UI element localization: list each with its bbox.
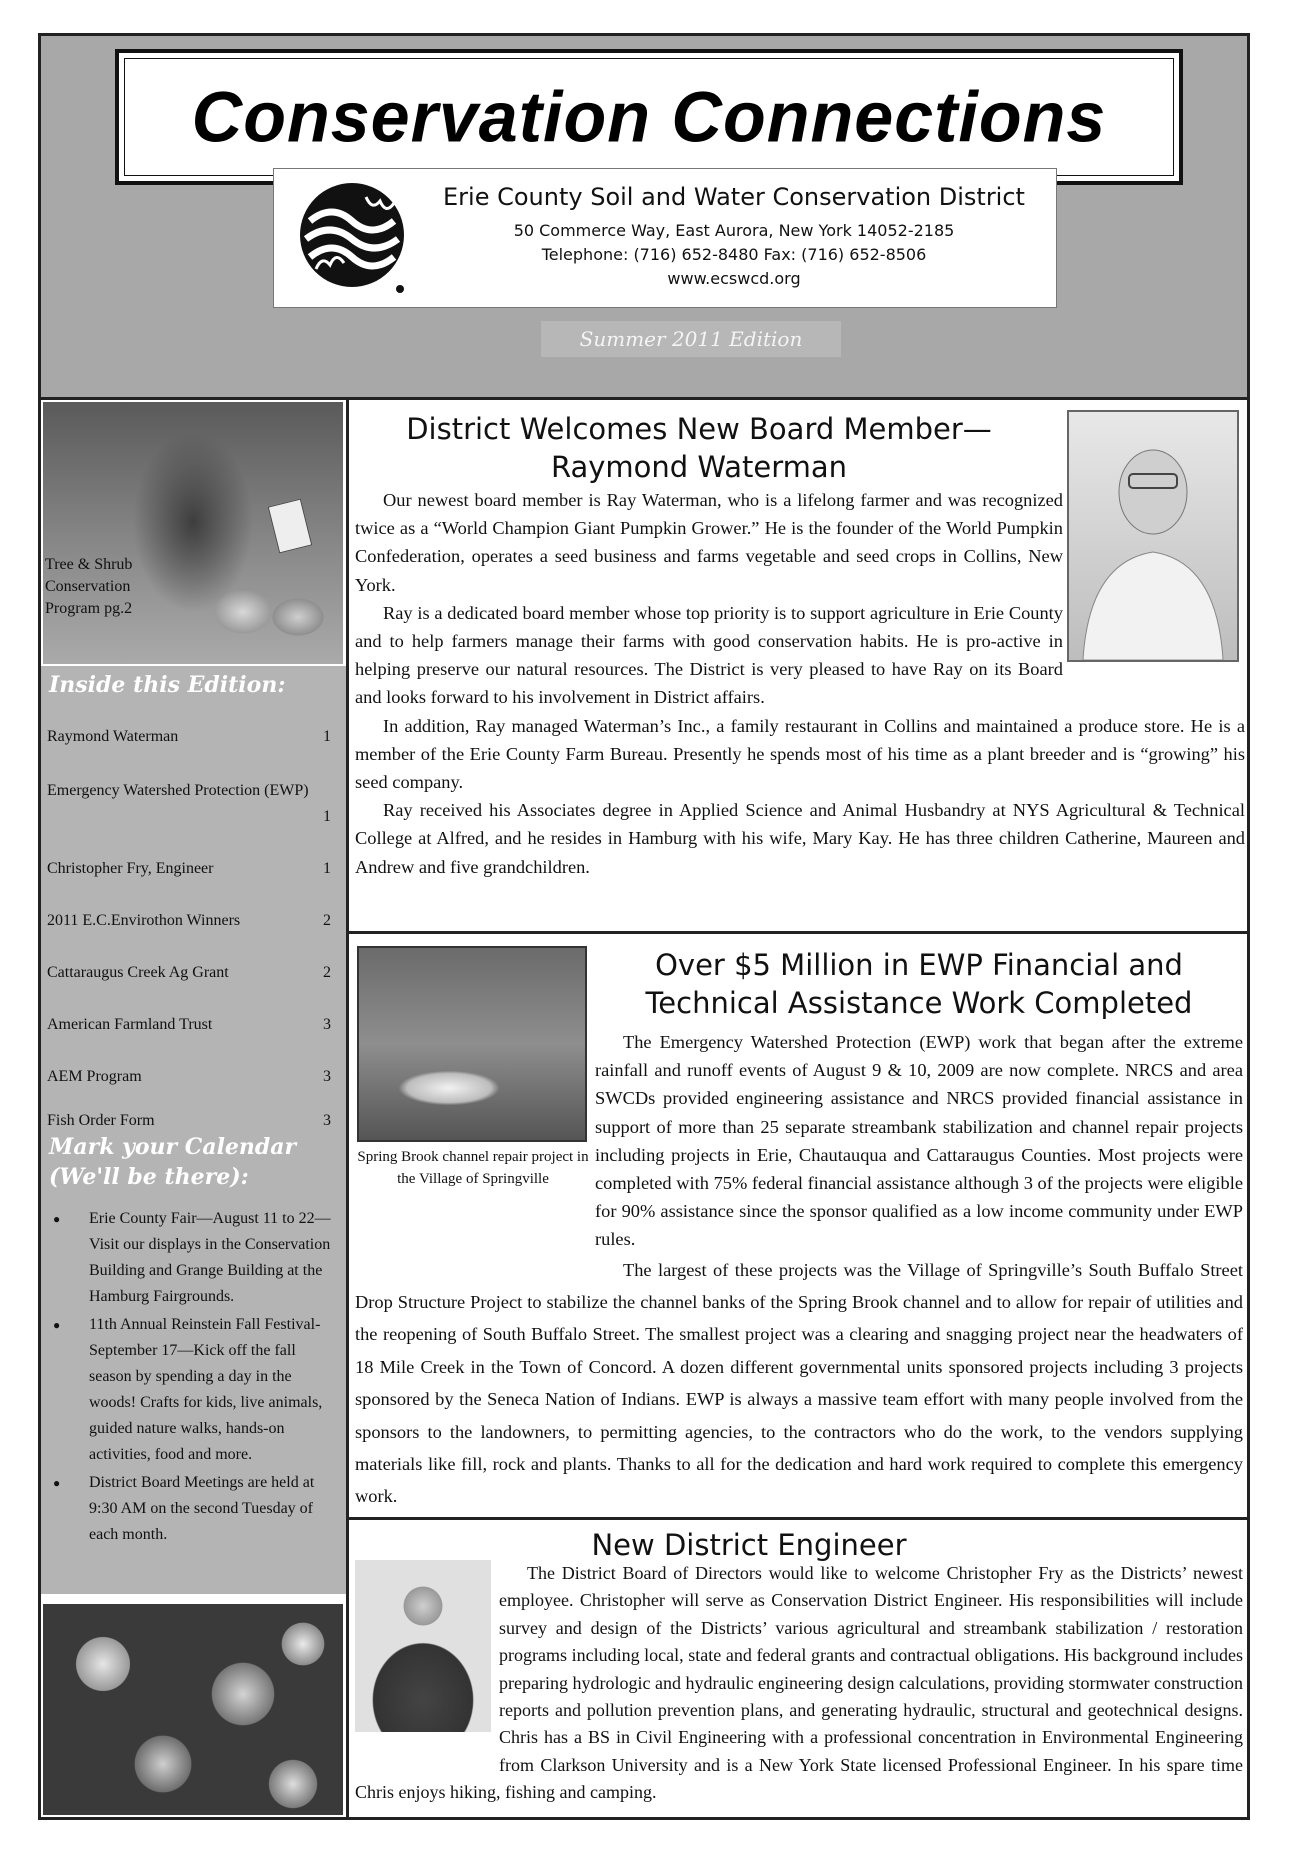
toc-item-title: Cattaraugus Creek Ag Grant <box>47 964 229 981</box>
toc-item-title: 2011 E.C.Envirothon Winners <box>47 912 241 929</box>
toc-item-title: Emergency Watershed Protection (EWP) <box>47 782 309 799</box>
organization-name: Erie County Soil and Water Conservation District <box>443 183 1025 211</box>
toc-item[interactable] <box>47 1108 331 1134</box>
masthead <box>41 36 1247 400</box>
toc-item-page: 1 <box>323 728 331 745</box>
portrait-spacer <box>355 1560 499 1778</box>
article-headline: Over $5 Million in EWP Financial and Technical Assistance Work Completed <box>645 948 1193 1020</box>
table-of-contents <box>41 666 346 1594</box>
hands-water-logo-icon <box>296 177 408 297</box>
toc-item-title: Raymond Waterman <box>47 728 179 745</box>
toc-item-page: 3 <box>323 1068 331 1085</box>
article-headline: New District Engineer <box>591 1528 907 1562</box>
toc-item-title: American Farmland Trust <box>47 1016 213 1033</box>
organization-address: 50 Commerce Way, East Aurora, New York 14052-2185 <box>513 221 955 240</box>
photo-spacer <box>355 1028 595 1282</box>
calendar-event: ● Erie County Fair—August 11 to 22—Visit our displays in the Conservation Building and Grange Building at the Hamburg Fairgrounds. <box>49 1206 341 1310</box>
flowers-photo <box>43 1604 343 1815</box>
article-engineer <box>349 1520 1247 1817</box>
article-body <box>355 1560 1243 1807</box>
toc-item-page: 3 <box>323 1016 331 1033</box>
tree-shrub-photo-caption: Tree & Shrub Conservation Program pg.2 <box>45 556 133 617</box>
toc-item[interactable] <box>47 1012 331 1038</box>
toc-heading: Inside this Edition: <box>49 672 286 698</box>
toc-item-title: Fish Order Form <box>47 1112 155 1129</box>
toc-item-title: Christopher Fry, Engineer <box>47 860 214 877</box>
toc-item-page: 3 <box>323 1112 331 1129</box>
article-body <box>355 486 1245 881</box>
edition-label: Summer 2011 Edition <box>541 321 841 357</box>
article-headline: District Welcomes New Board Member— Raymond Waterman <box>406 412 992 484</box>
article-paragraph: The District Board of Directors would like to welcome Christopher Fry as the Districts’ newest employee. Christopher will serve as Conservation District Engineer. His responsibilities will include survey and design of the Districts’ various agricultural and streambank stabilization / restoration programs including local, state and federal grants and contractual obligations. His background includes preparing hydrologic and hydraulic engineering design calculations, providing stormwater construction reports and pollution prevention plans, and generating hydraulic, structural and geotechnical designs. Chris has a BS in Civil Engineering with a professional concentration in Environmental Engineering from Clarkson University and is a New York State licensed Professional Engineer. In his spare time Chris enjoys hiking, fishing and camping. <box>355 1563 1243 1803</box>
spring-brook-photo-caption: Spring Brook channel repair project in the Village of Springville <box>357 1149 589 1187</box>
calendar-heading: Mark your Calendar (We'll be there): <box>49 1134 297 1190</box>
portrait-spacer <box>1063 486 1245 676</box>
article-paragraph: In addition, Ray managed Waterman’s Inc., a family restaurant in Collins and maintained a produce store. He is a member of the Erie County Farm Bureau. Presently he spends most of his time as a plant breeder and is “growing” his seed company. <box>355 715 1245 793</box>
toc-item-page: 2 <box>323 964 331 981</box>
article-paragraph: The largest of these projects was the Village of Springville’s South Buffalo Street Drop Structure Project to stabilize the channel banks of the Spring Brook channel and to allow for repair of utilities and the reopening of South Buffalo Street. The smallest project was a clearing and snagging project near the headwaters of 18 Mile Creek in the Town of Concord. A dozen different governmental units sponsored projects including 3 projects sponsored by the Seneca Nation of Indians. EWP is always a massive team effort with many people involved from the sponsors to the landowners, to permitting agencies, to the contractors who do the work, to the vendors supplying materials like fill, rock and plants. Thanks to all for the dedication and hard work required to complete this emergency work. <box>355 1259 1243 1507</box>
price-tag-shape <box>268 499 313 554</box>
article-body <box>355 1028 1243 1513</box>
sidebar <box>41 400 349 1817</box>
newsletter-page <box>38 33 1250 1820</box>
calendar-event: ● District Board Meetings are held at 9:30 AM on the second Tuesday of each month. <box>49 1470 341 1548</box>
article-paragraph: The Emergency Watershed Protection (EWP) work that began after the extreme rainfall and runoff events of August 9 & 10, 2009 are now complete. NRCS and area SWCDs provided engineering assistance and NRCS provided financial assistance in support of more than 25 separate streambank stabilization and channel repair projects including projects in Erie, Chautauqua and Cattaraugus Counties. Most projects were completed with 75% federal financial assistance although 3 of the projects were eligible for 90% assistance since the sponsor qualified as a low income community under EWP rules. <box>595 1032 1243 1250</box>
toc-item-page: 1 <box>323 808 331 825</box>
organization-phone: Telephone: (716) 652-8480 Fax: (716) 652-8506 <box>541 245 927 264</box>
toc-item[interactable] <box>47 778 331 825</box>
toc-item-title: AEM Program <box>47 1068 142 1085</box>
toc-item-page: 2 <box>323 912 331 929</box>
article-paragraph: Our newest board member is Ray Waterman, who is a lifelong farmer and was recognized twice as a “World Champion Giant Pumpkin Grower.” He is the founder of the World Pumpkin Confederation, operates a seed business and farms vegetable and seed crops in Collins, New York. <box>355 490 1063 595</box>
toc-item[interactable] <box>47 856 331 882</box>
toc-item[interactable] <box>47 1064 331 1090</box>
organization-website[interactable]: www.ecswcd.org <box>667 269 801 288</box>
toc-item-page: 1 <box>323 860 331 877</box>
organization-box <box>273 168 1057 308</box>
toc-item[interactable] <box>47 908 331 934</box>
article-board-member <box>349 400 1247 934</box>
newsletter-title: Conservation Connections <box>191 77 1107 157</box>
toc-item[interactable] <box>47 724 331 750</box>
article-ewp <box>349 934 1247 1520</box>
calendar-list <box>49 1206 341 1550</box>
toc-item[interactable] <box>47 960 331 986</box>
article-paragraph: Ray received his Associates degree in Applied Science and Animal Husbandry at NYS Agricultural & Technical College at Alfred, and he resides in Hamburg with his wife, Mary Kay. He has three children Catherine, Maureen and Andrew and five grandchildren. <box>355 800 1245 877</box>
calendar-event: ● 11th Annual Reinstein Fall Festival- September 17—Kick off the fall season by spending a day in the woods! Crafts for kids, live animals, guided nature walks, hands-on activities, food and more. <box>49 1312 341 1468</box>
tree-shrub-photo <box>43 402 343 664</box>
title-box <box>115 49 1183 185</box>
article-paragraph: Ray is a dedicated board member whose top priority is to support agriculture in Erie County and to help farmers manage their farms with good conservation habits. He is pro-active in helping preserve our natural resources. The District is very pleased to have Ray on its Board and looks forward to his involvement in District affairs. <box>355 602 1063 708</box>
